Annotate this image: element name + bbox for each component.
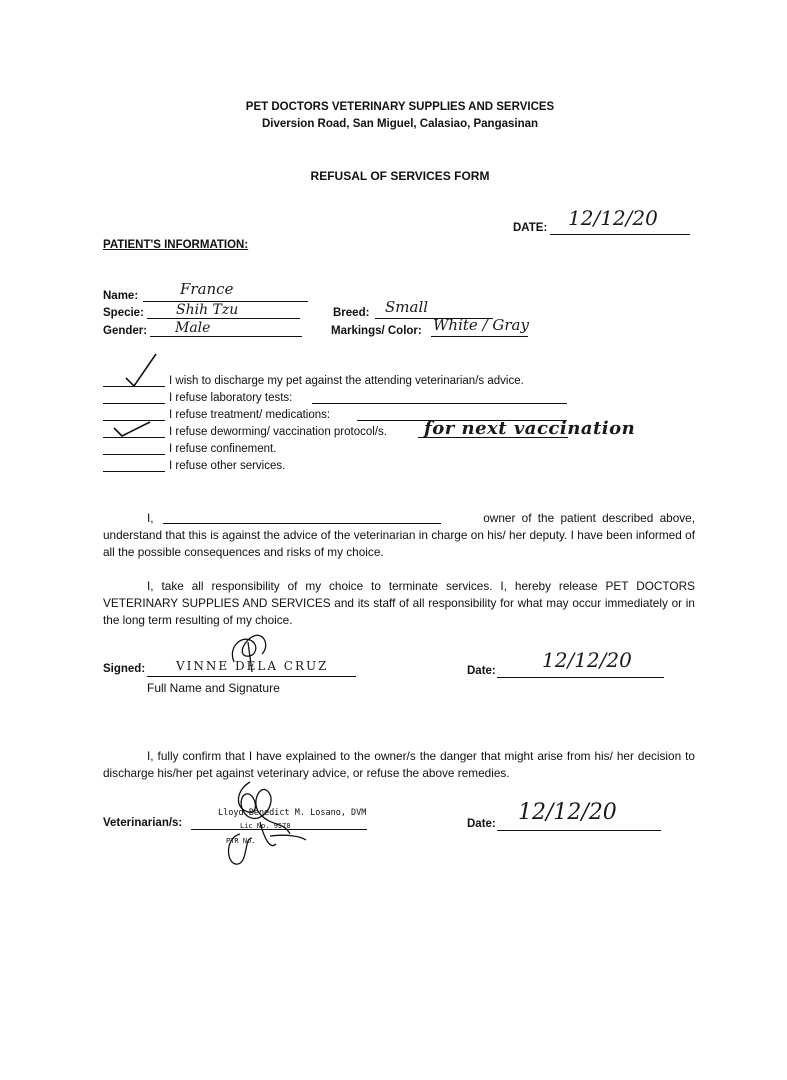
vet-date-label: Date: — [467, 818, 496, 830]
breed-value: Small — [385, 298, 429, 316]
markings-value: White / Gray — [433, 316, 529, 334]
specie-line — [147, 318, 300, 319]
date-value: 12/12/20 — [568, 206, 658, 230]
name-value: France — [180, 280, 234, 298]
option-6-text: I refuse other services. — [169, 460, 286, 472]
p1-start: I, — [147, 511, 154, 525]
option-blank-5 — [103, 454, 165, 455]
paragraph-release: I, take all responsibility of my choice to terminate services. I, hereby release PET DOCTORS VETERINARY SUPPLIES AND SERVICES and its staff of all responsibility for what may occur immediately or in the long term resulting of my choice. — [103, 579, 695, 627]
vet-stamp-name: Lloyd Benedict M. Losano, DVM — [218, 808, 367, 818]
owner-date-line — [497, 677, 664, 678]
vet-date-line — [497, 830, 661, 831]
option-4-text: I refuse deworming/ vaccination protocol/s. — [169, 426, 387, 438]
signed-label: Signed: — [103, 663, 146, 675]
paragraph-vet-confirm: I, fully confirm that I have explained to the owner/s the danger that might arise from his/ her decision to discharge his/her pet against veterinary advice, or refuse the above remedies. — [103, 749, 695, 780]
markings-line — [431, 336, 528, 337]
org-address: Diversion Road, San Miguel, Calasiao, Pangasinan — [261, 118, 539, 130]
vet-date-value: 12/12/20 — [518, 800, 617, 825]
p1-after-blank: owner of the patient described above, — [483, 511, 695, 525]
option-blank-2 — [103, 403, 165, 404]
date-line — [550, 234, 690, 235]
owner-name-blank — [163, 523, 441, 524]
option-2-text: I refuse laboratory tests: — [169, 392, 293, 404]
check-mark-4 — [110, 416, 160, 442]
option-3-text: I refuse treatment/ medications: — [169, 409, 331, 421]
patient-section-title: PATIENT'S INFORMATION: — [103, 239, 249, 251]
option-5-text: I refuse confinement. — [169, 443, 277, 455]
form-title: REFUSAL OF SERVICES FORM — [310, 169, 490, 183]
date-label: DATE: — [513, 222, 548, 234]
gender-line — [150, 336, 302, 337]
vet-signature-scribble — [220, 778, 310, 870]
signed-line — [147, 676, 356, 677]
specie-label: Specie: — [103, 307, 144, 319]
owner-name-written: VINNE DELA CRUZ — [176, 659, 329, 673]
option-2-detail-line — [312, 403, 567, 404]
gender-label: Gender: — [103, 325, 148, 337]
signature-caption: Full Name and Signature — [147, 681, 280, 695]
option-4-note: for next vaccination — [424, 418, 636, 439]
owner-date-value: 12/12/20 — [542, 648, 632, 672]
specie-value: Shih Tzu — [176, 302, 239, 318]
option-1-text: I wish to discharge my pet against the attending veterinarian/s advice. — [169, 375, 524, 387]
p1-rest: understand that this is against the advice of the veterinarian in charge on his/ her deputy. I have been informed of all the possible consequences and risks of my choice. — [103, 528, 695, 559]
org-name: PET DOCTORS VETERINARY SUPPLIES AND SERVICES — [245, 101, 555, 113]
breed-label: Breed: — [333, 307, 370, 319]
markings-label: Markings/ Color: — [331, 325, 422, 337]
option-blank-6 — [103, 471, 165, 472]
check-mark-1 — [120, 352, 170, 392]
owner-date-label: Date: — [467, 665, 496, 677]
name-label: Name: — [103, 290, 139, 302]
veterinarian-label: Veterinarian/s: — [103, 817, 183, 829]
gender-value: Male — [175, 320, 211, 336]
vet-stamp-ptr: PTR No. — [226, 837, 256, 845]
vet-stamp-license: Lic No. 9578 — [240, 822, 291, 830]
paragraph-owner-ack — [103, 510, 695, 561]
